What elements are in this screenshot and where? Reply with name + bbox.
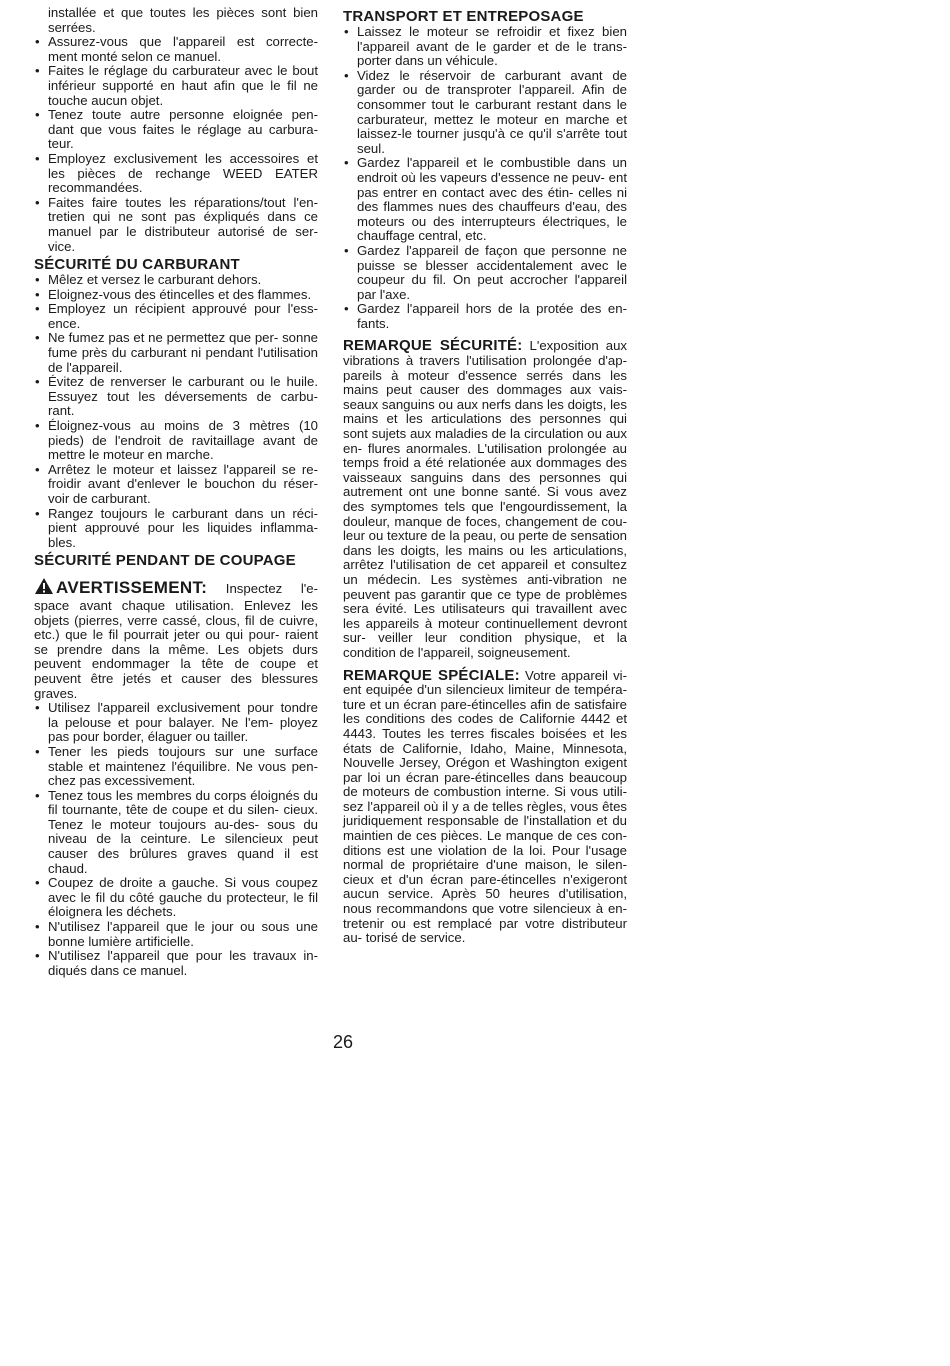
special-remark-paragraph bbox=[343, 666, 628, 946]
list-item: • Ne fumez pas et ne permettez que per- sonne fume près du carburant ni pendant l'utilisation de l'appareil. bbox=[34, 331, 318, 375]
list-item: • Gardez l'appareil de façon que personne ne puisse se blesser accidentalement avec le coupeur du fil. On peut accrocher l'appareil par l'axe. bbox=[343, 244, 627, 302]
cutting-safety-list bbox=[34, 701, 318, 978]
list-item: • Utilisez l'appareil exclusivement pour tondre la pelouse et pour balayer. Ne l'em- ployez pas pour border, élaguer ou tailler. bbox=[34, 701, 318, 745]
list-item: • Coupez de droite a gauche. Si vous coupez avec le fil du côté gauche du protecteur, le fil éloignera les déchets. bbox=[34, 876, 318, 920]
list-item: • Tenez toute autre personne eloignée pen- dant que vous faites le réglage au carbura- teur. bbox=[34, 108, 318, 152]
list-item: • Tenez tous les membres du corps éloignés du fil tournante, tête de coupe et du silen- cieux. Tenez le moteur toujours au-des- sous du niveau de la ceinture. Le silencieux peut causer des brûlures graves quand il est chaud. bbox=[34, 789, 318, 877]
list-item: • Faites faire toutes les réparations/tout l'en- tretien qui ne sont pas éxpliqués dans ce manuel par le distributeur autorisé de ser- vice. bbox=[34, 196, 318, 254]
list-item: • Employez un récipient approuvé pour l'ess- ence. bbox=[34, 302, 318, 331]
list-item: • Rangez toujours le carburant dans un réci- pient approuvé pour les liquides inflamma- bles. bbox=[34, 507, 318, 551]
list-item: • Laissez le moteur se refroidir et fixez bien l'appareil avant de le garder et de le trans- porter dans un véhicule. bbox=[343, 25, 627, 69]
list-item: • N'utilisez l'appareil que le jour ou sous une bonne lumière artificielle. bbox=[34, 920, 318, 949]
page-number: 26 bbox=[332, 1032, 354, 1052]
warning-triangle-icon bbox=[34, 577, 54, 599]
fuel-safety-list bbox=[34, 273, 318, 550]
list-item: • Assurez-vous que l'appareil est correcte- ment monté selon ce manuel. bbox=[34, 35, 318, 64]
left-column bbox=[34, 6, 318, 978]
fuel-safety-heading: SÉCURITÉ DU CARBURANT bbox=[34, 256, 240, 274]
safety-remark-label: REMARQUE SÉCURITÉ: bbox=[343, 337, 523, 355]
list-item: • Gardez l'appareil et le combustible dans un endroit où les vapeurs d'essence ne peuv- ent pas entrer en contact avec des étin- celles ni des flammes nues des chauffeurs d'eau, des moteurs ou des interrupteurs électriques, le chauffage central, etc. bbox=[343, 156, 627, 244]
intro-list bbox=[34, 35, 318, 254]
transport-storage-heading: TRANSPORT ET ENTREPOSAGE bbox=[343, 8, 584, 25]
warning-paragraph bbox=[34, 577, 318, 701]
list-item: • Évitez de renverser le carburant ou le huile. Essuyez tout les déversements de carbu- rant. bbox=[34, 375, 318, 419]
list-item: • Eloignez-vous des étincelles et des flammes. bbox=[34, 288, 318, 303]
transport-storage-list bbox=[343, 25, 627, 331]
list-item: • Employez exclusivement les accessoires et les pièces de rechange WEED EATER recommandées. bbox=[34, 152, 318, 196]
list-item: • Mêlez et versez le carburant dehors. bbox=[34, 273, 318, 288]
special-remark-label: REMARQUE SPÉCIALE: bbox=[343, 666, 520, 684]
list-item: • Tener les pieds toujours sur une surface stable et maintenez l'équilibre. Ne vous pen- chez pas excessivement. bbox=[34, 745, 318, 789]
safety-remark-paragraph bbox=[343, 339, 627, 660]
intro-continuation: installée et que toutes les pièces sont bien serrées. bbox=[48, 5, 318, 35]
special-remark-text: Votre appareil vi- ent equipée d'un silencieux limiteur de tempéra- ture et un écran pare-étincelles afin de satisfaire les conditions des codes de Californie 4442 et 4443. Toutes les terres fiscales boisées et les états de Californie, Idaho, Maine, Minnesota, Nouvelle Jersey, Orégon et Washington exigent par loi un écran pare-étincelles dans beaucoup de moteurs de combustion interne. Si vous utili- sez l'appareil où il y a de telles règles, vous êtes juridiquement responsable de l'installation et du maintien de ces pièces. Le manque de ces con- ditions est une violation de la loi. Pour l'usage normal de propriétaire d'une maison, le silen- cieux et d'un écran pare-étincelles n'exigeront aucun service. Après 50 heures d'utilisation, nous recommandons que votre silencieux à en- tretenir ou est remplacé par votre distributeur au- torisé de service. bbox=[343, 667, 628, 946]
right-column bbox=[343, 6, 627, 946]
list-item: • Gardez l'appareil hors de la protée des en- fants. bbox=[343, 302, 627, 331]
cutting-safety-heading: SÉCURITÉ PENDANT DE COUPAGE bbox=[34, 552, 296, 570]
list-item: • Faites le réglage du carburateur avec le bout inférieur supporté en haut afin que le fil ne touche aucun objet. bbox=[34, 64, 318, 108]
list-item: • N'utilisez l'appareil que pour les travaux in- diqués dans ce manuel. bbox=[34, 949, 318, 978]
safety-remark-text: L'exposition aux vibrations à travers l'utilisation prolongée d'ap- pareils à moteur d'essence serrés dans les mains peut causer des dommages aux vais- seaux sanguins ou aux nerfs dans les doigts, les mains et les articulations des personnes qui sont sujets aux maladies de la circulation ou aux en- flures anormales. L'utilisation prolongée au temps froid a été relationée aux dommages des vaisseaux sanguins dans des personnes qui autrement ont une bonne santé. Si vous avez des symptomes tels que l'engourdissement, la douleur, manque de foces, changement de cou- leur ou texture de la peau, ou perte de sensation dans les doigts, les mains ou les articulations, arrêtez l'utilisation de cet appareil et consultez un médecin. Les systèmes anti-vibration ne peuvent pas garantir que ce type de problèmes sera évité. Les utilisateurs qui travaillent avec les appareils à moteur continuellement devront sur- veiller leur condition physique, et la condition de l'appareil, soigneusement. bbox=[343, 338, 628, 660]
warning-label: AVERTISSEMENT: bbox=[56, 578, 208, 598]
list-item: • Éloignez-vous au moins de 3 mètres (10 pieds) de l'endroit de ravitaillage avant de mettre le moteur en marche. bbox=[34, 419, 318, 463]
warning-text: Inspectez l'e- space avant chaque utilisation. Enlevez les objets (pierres, verre cassé, clous, fil de cuivre, etc.) que le fil pourrait jeter ou qui pour- raient se prendre dans la même. Les objets durs peuvent endommager la tête de coupe et peuvent être jetés et causer des blessures graves. bbox=[34, 581, 318, 701]
list-item: • Arrêtez le moteur et laissez l'appareil se re- froidir avant d'enlever le bouchon du réser- voir de carburant. bbox=[34, 463, 318, 507]
list-item: • Videz le réservoir de carburant avant de garder ou de transproter l'appareil. Afin de consommer tout le carburant restant dans le carburateur, mettez le moteur en marche et laissez-le tourner jusqu'à ce qu'il s'arrête tout seul. bbox=[343, 69, 627, 157]
